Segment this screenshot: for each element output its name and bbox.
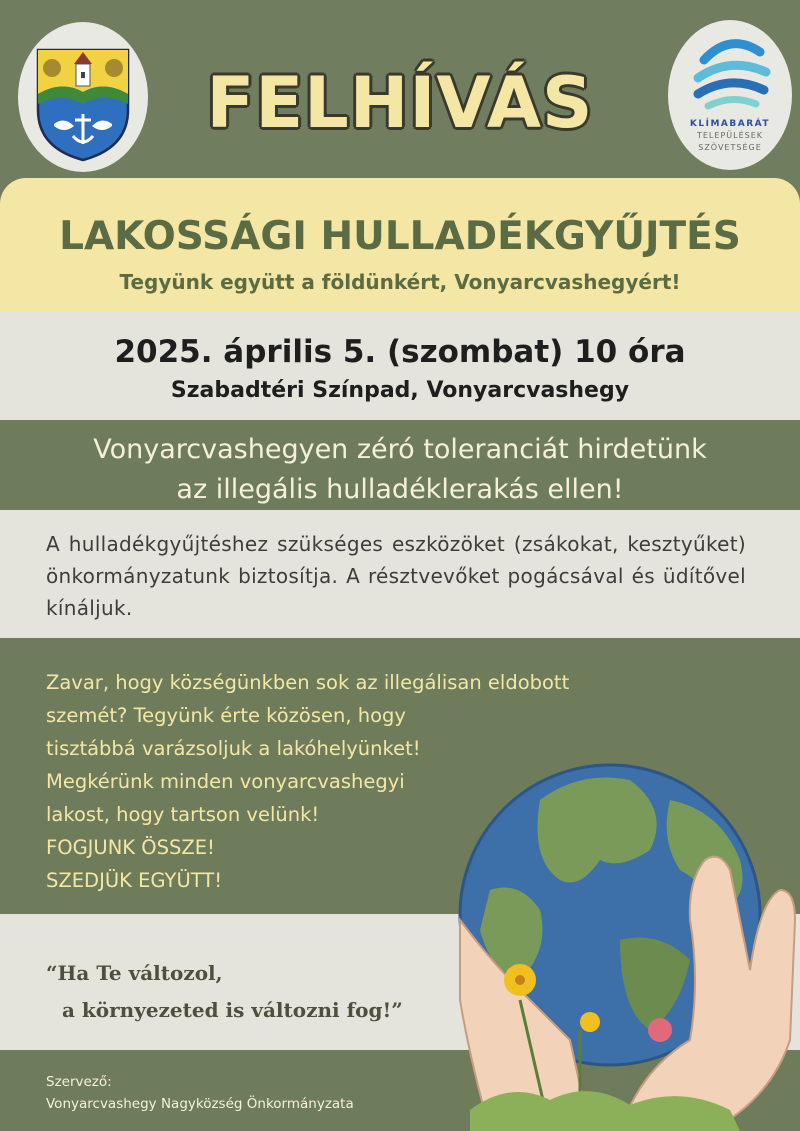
event-date: 2025. április 5. (szombat) 10 óra <box>114 334 686 370</box>
event-heading: LAKOSSÁGI HULLADÉKGYŰJTÉS <box>59 214 741 259</box>
appeal-line: FOGJUNK ÖSSZE! <box>46 836 215 859</box>
appeal-line: Megkérünk minden vonyarcvashegyi <box>46 770 405 793</box>
logo-line1: KLÍMABARÁT <box>689 119 771 129</box>
pink-flower-icon <box>648 1018 672 1042</box>
event-subheading: Tegyünk együtt a földünkért, Vonyarcvashegyért! <box>119 270 681 294</box>
page-title: FELHÍVÁS <box>206 62 594 144</box>
info-paragraph: A hulladékgyűjtéshez szükséges eszközöket (zsákokat, kesztyűket) önkormányzatunk biztosítja. A résztvevőket pogácsával és üdítővel kínáljuk. <box>46 532 746 620</box>
appeal-line: SZEDJÜK EGYÜTT! <box>46 869 223 892</box>
globe-logo-icon <box>668 20 792 170</box>
appeal-line: szemét? Tegyünk érte közösen, hogy <box>46 704 406 727</box>
appeal-text <box>46 666 569 897</box>
slogan <box>0 430 800 510</box>
quote-line-1: “Ha Te változol, <box>46 961 223 985</box>
organizer <box>46 1071 354 1115</box>
slogan-line-1: Vonyarcvashegyen zéró toleranciát hirdetünk <box>93 434 707 465</box>
appeal-line: lakost, hogy tartson velünk! <box>46 803 320 826</box>
organizer-label: Szervező: <box>46 1074 112 1090</box>
logo-line2: TELEPÜLÉSEK <box>696 131 764 140</box>
coat-of-arms-icon <box>18 22 148 172</box>
slogan-line-2: az illegális hulladéklerakás ellen! <box>176 474 624 505</box>
quote-line-2: a környezeted is változni fog!” <box>62 998 403 1022</box>
klimabarat-logo <box>668 20 792 170</box>
quote <box>46 955 403 1029</box>
appeal-line: tisztábbá varázsoljuk a lakóhelyünket! <box>46 737 421 760</box>
logo-line3: SZÖVETSÉGE <box>698 143 762 152</box>
organizer-name: Vonyarcvashegy Nagyközség Önkormányzata <box>46 1096 354 1112</box>
event-place: Szabadtéri Színpad, Vonyarcvashegy <box>170 378 630 403</box>
coat-of-arms-badge <box>18 22 148 172</box>
appeal-line: Zavar, hogy községünkben sok az illegálisan eldobott <box>46 671 570 694</box>
